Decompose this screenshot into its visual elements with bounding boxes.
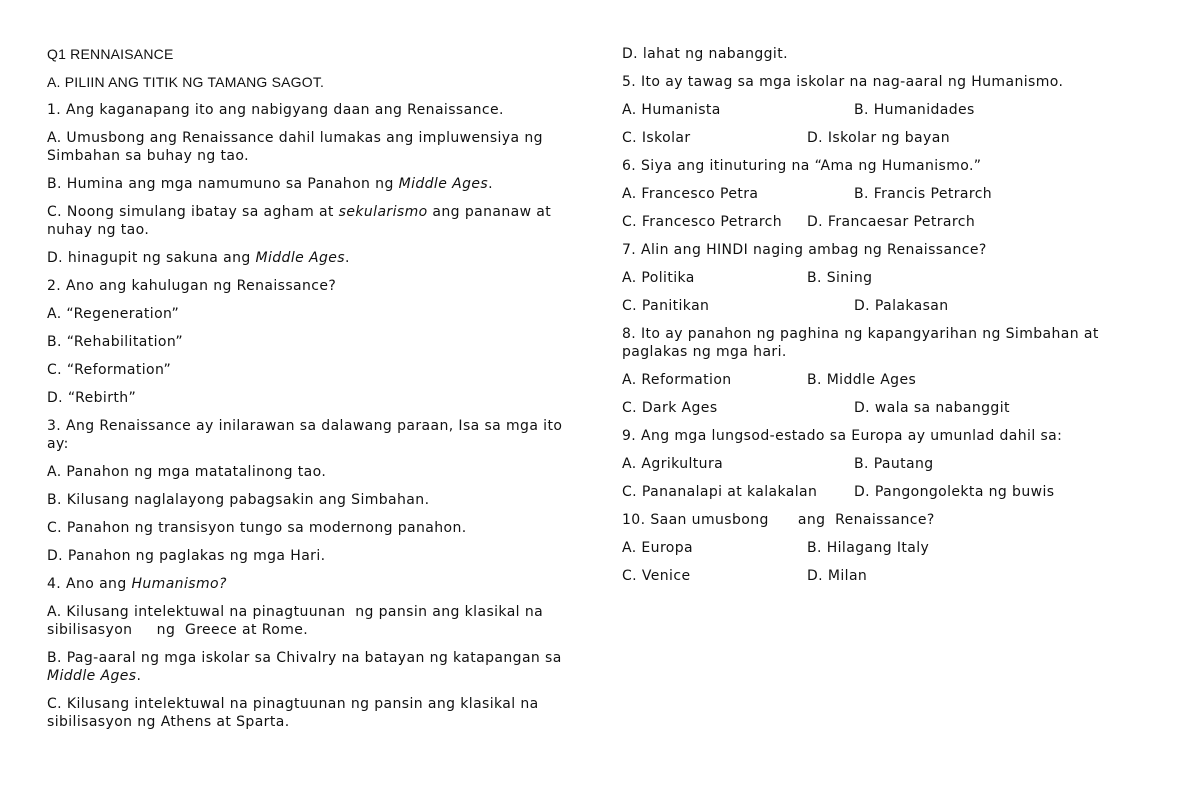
q7-choice-a: A. Politika: [622, 270, 695, 286]
q1-d-emphasis: Middle Ages: [255, 250, 345, 266]
q3-choice-a: A. Panahon ng mga matatalinong tao.: [47, 464, 327, 480]
q7-question: 7. Alin ang HINDI naging ambag ng Renaissance?: [622, 242, 987, 258]
q8-choice-a: A. Reformation: [622, 372, 732, 388]
q1-c-emphasis: sekularismo: [338, 204, 428, 220]
q1-c-end: ang pananaw at nuhay ng tao.: [47, 204, 552, 238]
q1-b-text: B. Humina ang mga namumuno sa Panahon ng: [47, 176, 399, 192]
q10-question: 10. Saan umusbong ang Renaissance?: [622, 512, 935, 528]
q6-choices-row-2: [622, 213, 1162, 241]
q7-choice-d: D. Palakasan: [854, 298, 949, 314]
q5-choice-a: A. Humanista: [622, 102, 721, 118]
left-column: [47, 45, 572, 741]
q4-question-emphasis: Humanismo?: [131, 576, 227, 592]
q4-question: [47, 575, 572, 603]
q9-choices-row-2: [622, 483, 1162, 511]
q3-choice-b: B. Kilusang naglalayong pabagsakin ang Simbahan.: [47, 492, 430, 508]
q7-choices-row-1: [622, 269, 1162, 297]
q2-choice-a: A. “Regeneration”: [47, 306, 180, 322]
q5-choice-c: C. Iskolar: [622, 130, 691, 146]
q1-d-text: D. hinagupit ng sakuna ang: [47, 250, 256, 266]
document-title: Q1 RENNAISANCE: [47, 46, 174, 62]
q10-choices-row-2: [622, 567, 1162, 595]
q1-c-text: C. Noong simulang ibatay sa agham at: [47, 204, 339, 220]
q8-choice-c: C. Dark Ages: [622, 400, 718, 416]
q10-choice-a: A. Europa: [622, 540, 694, 556]
q2-choice-c: C. “Reformation”: [47, 362, 172, 378]
q2-choice-b: B. “Rehabilitation”: [47, 334, 184, 350]
q1-b-end: .: [488, 176, 493, 192]
q4-b-text: B. Pag-aaral ng mga iskolar sa Chivalry na batayan ng katapangan sa: [47, 650, 562, 666]
q6-question: 6. Siya ang itinuturing na “Ama ng Humanismo.”: [622, 158, 982, 174]
q5-choice-d: D. Iskolar ng bayan: [807, 130, 950, 146]
q8-choices-row-1: [622, 371, 1162, 399]
q2-question: 2. Ano ang kahulugan ng Renaissance?: [47, 278, 337, 294]
q4-choice-d: D. lahat ng nabanggit.: [622, 46, 788, 62]
q5-choice-b: B. Humanidades: [854, 102, 975, 118]
q5-choices-row-2: [622, 129, 1162, 157]
q4-choice-c: C. Kilusang intelektuwal na pinagtuunan ng pansin ang klasikal na sibilisasyon ng Athens at Sparta.: [47, 696, 539, 730]
right-column: [622, 45, 1162, 595]
q9-choice-b: B. Pautang: [854, 456, 934, 472]
q1-question: 1. Ang kaganapang ito ang nabigyang daan ang Renaissance.: [47, 102, 504, 118]
q8-choices-row-2: [622, 399, 1162, 427]
q6-choices-row-1: [622, 185, 1162, 213]
q3-question: 3. Ang Renaissance ay inilarawan sa dalawang paraan, Isa sa mga ito ay:: [47, 418, 563, 452]
q9-choices-row-1: [622, 455, 1162, 483]
q1-choice-a: A. Umusbong ang Renaissance dahil lumakas ang impluwensiya ng Simbahan sa buhay ng tao.: [47, 130, 543, 164]
q9-choice-c: C. Pananalapi at kalakalan: [622, 484, 818, 500]
q9-question: 9. Ang mga lungsod-estado sa Europa ay umunlad dahil sa:: [622, 428, 1063, 444]
q6-choice-b: B. Francis Petrarch: [854, 186, 993, 202]
q3-choice-c: C. Panahon ng transisyon tungo sa modernong panahon.: [47, 520, 467, 536]
q6-choice-a: A. Francesco Petra: [622, 186, 759, 202]
q4-choice-a: A. Kilusang intelektuwal na pinagtuunan ng pansin ang klasikal na sibilisasyon ng Greece at Rome.: [47, 604, 548, 638]
q4-question-text: 4. Ano ang: [47, 576, 132, 592]
q5-question: 5. Ito ay tawag sa mga iskolar na nag-aaral ng Humanismo.: [622, 74, 1064, 90]
q4-b-emphasis: Middle Ages: [47, 668, 137, 684]
q4-b-end: .: [136, 668, 142, 684]
q7-choices-row-2: [622, 297, 1162, 325]
q9-choice-d: D. Pangongolekta ng buwis: [854, 484, 1055, 500]
q2-choice-d: D. “Rebirth”: [47, 390, 137, 406]
q1-d-end: .: [344, 250, 350, 266]
q8-choice-d: D. wala sa nabanggit: [854, 400, 1010, 416]
q7-choice-b: B. Sining: [807, 270, 873, 286]
q10-choice-c: C. Venice: [622, 568, 691, 584]
q7-choice-c: C. Panitikan: [622, 298, 710, 314]
q1-choice-d: [47, 249, 572, 277]
q6-choice-d: D. Francaesar Petrarch: [807, 214, 976, 230]
q6-choice-c: C. Francesco Petrarch: [622, 214, 783, 230]
q10-choice-b: B. Hilagang Italy: [807, 540, 930, 556]
q10-choice-d: D. Milan: [807, 568, 868, 584]
q3-choice-d: D. Panahon ng paglakas ng mga Hari.: [47, 548, 326, 564]
q10-choices-row-1: [622, 539, 1162, 567]
q9-choice-a: A. Agrikultura: [622, 456, 724, 472]
instruction-text: A. PILIIN ANG TITIK NG TAMANG SAGOT.: [47, 74, 325, 90]
q8-choice-b: B. Middle Ages: [807, 372, 917, 388]
q1-choice-c: [47, 203, 572, 249]
q5-choices-row-1: [622, 101, 1162, 129]
q1-b-emphasis: Middle Ages: [398, 176, 489, 192]
q4-choice-b: [47, 649, 572, 695]
q8-question: 8. Ito ay panahon ng paghina ng kapangyarihan ng Simbahan at paglakas ng mga hari.: [622, 326, 1099, 360]
q1-choice-b: [47, 175, 572, 203]
